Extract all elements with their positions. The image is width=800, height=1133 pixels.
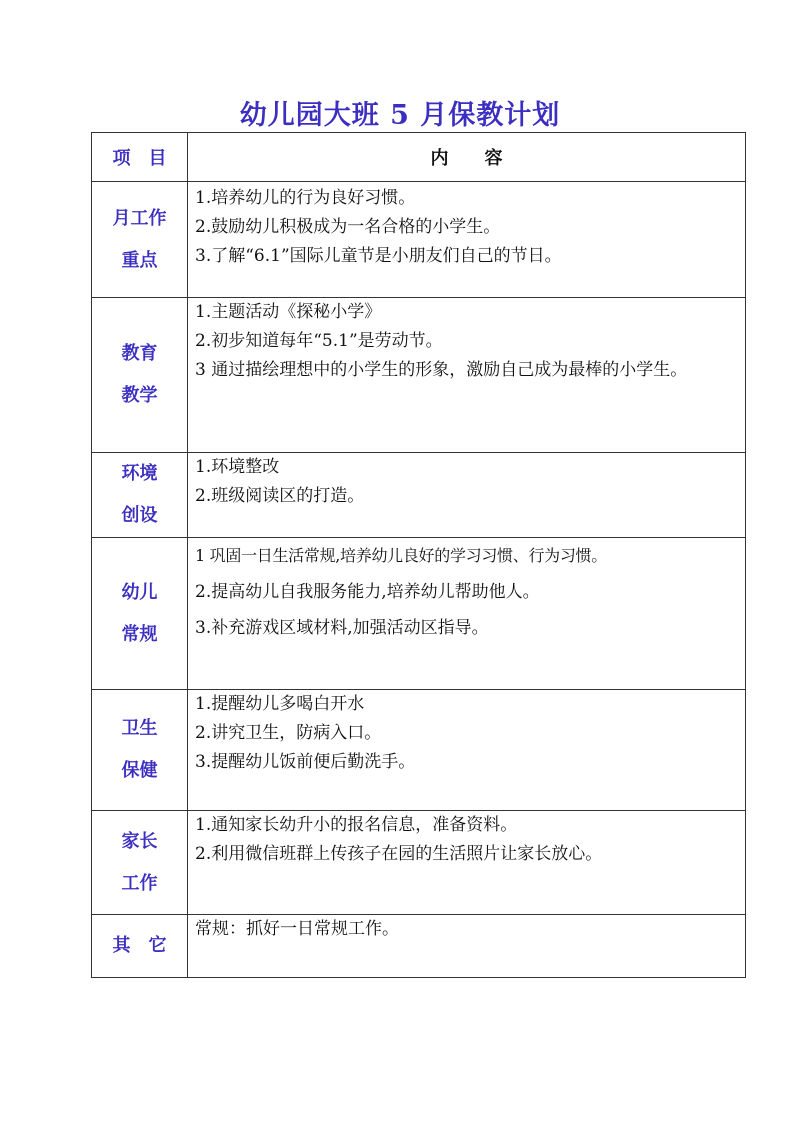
row-label-line: 工作	[121, 872, 158, 894]
content-line: 1.培养幼儿的行为良好习惯。	[195, 188, 416, 208]
row-label	[92, 811, 188, 915]
table-row-routine	[92, 538, 746, 690]
row-label-line: 教育	[121, 343, 158, 364]
plan-table	[91, 132, 746, 978]
content-line: 1 巩固一日生活常规,培养幼儿良好的学习习惯、行为习惯。	[195, 546, 607, 565]
row-label-line: 常规	[121, 623, 158, 645]
content-line: 1.通知家长幼升小的报名信息，准备资料。	[195, 815, 518, 835]
content-line: 2.讲究卫生，防病入口。	[195, 723, 382, 743]
content-line: 3.了解“6.1”国际儿童节是小朋友们自己的节日。	[195, 246, 562, 266]
content-line: 2.鼓励幼儿积极成为一名合格的小学生。	[195, 217, 501, 237]
row-content	[188, 915, 746, 978]
content-line: 1.主题活动《探秘小学》	[195, 302, 382, 322]
row-label	[92, 538, 188, 690]
content-line: 2.初步知道每年“5.1”是劳动节。	[195, 331, 443, 351]
row-content	[188, 453, 746, 538]
row-label	[92, 690, 188, 811]
content-line: 1.环境整改	[195, 457, 280, 477]
row-label-line: 卫生	[121, 718, 158, 739]
row-label	[92, 182, 188, 298]
content-line: 2.班级阅读区的打造。	[195, 486, 365, 506]
table-header-row	[92, 133, 746, 182]
row-label	[92, 915, 188, 978]
row-content	[188, 690, 746, 811]
row-label-line: 家长	[121, 830, 158, 852]
content-line: 3 通过描绘理想中的小学生的形象，激励自己成为最棒的小学生。	[195, 360, 688, 380]
row-label-line: 教学	[121, 385, 158, 406]
table-row-hygiene	[92, 690, 746, 811]
table-row-environment	[92, 453, 746, 538]
content-line: 3.补充游戏区域材料,加强活动区指导。	[195, 618, 489, 638]
page-title: 幼儿园大班 5 月保教计划	[239, 100, 561, 131]
row-content	[188, 298, 746, 453]
content-line: 3.提醒幼儿饭前便后勤洗手。	[195, 752, 416, 772]
row-label	[92, 453, 188, 538]
row-content	[188, 811, 746, 915]
content-line: 2.提高幼儿自我服务能力,培养幼儿帮助他人。	[195, 582, 540, 602]
row-label-line: 幼儿	[121, 581, 158, 603]
row-label-line: 月工作	[112, 207, 167, 229]
content-line: 常规：抓好一日常规工作。	[195, 919, 399, 939]
table-row-other	[92, 915, 746, 978]
row-label-line: 环境	[121, 463, 158, 484]
content-line: 2.利用微信班群上传孩子在园的生活照片让家长放心。	[195, 844, 603, 864]
row-label-line: 保健	[121, 760, 158, 781]
table-row-monthly-focus	[92, 182, 746, 298]
table-row-parents	[92, 811, 746, 915]
row-label-line: 重点	[121, 249, 158, 271]
header-item: 项 目	[92, 133, 188, 182]
row-content	[188, 538, 746, 690]
row-content	[188, 182, 746, 298]
row-label-line: 创设	[121, 505, 158, 526]
table-row-education	[92, 298, 746, 453]
row-label-line: 其 它	[112, 935, 167, 956]
content-line: 1.提醒幼儿多喝白开水	[195, 694, 365, 714]
header-content: 内 容	[188, 133, 746, 182]
row-label	[92, 298, 188, 453]
